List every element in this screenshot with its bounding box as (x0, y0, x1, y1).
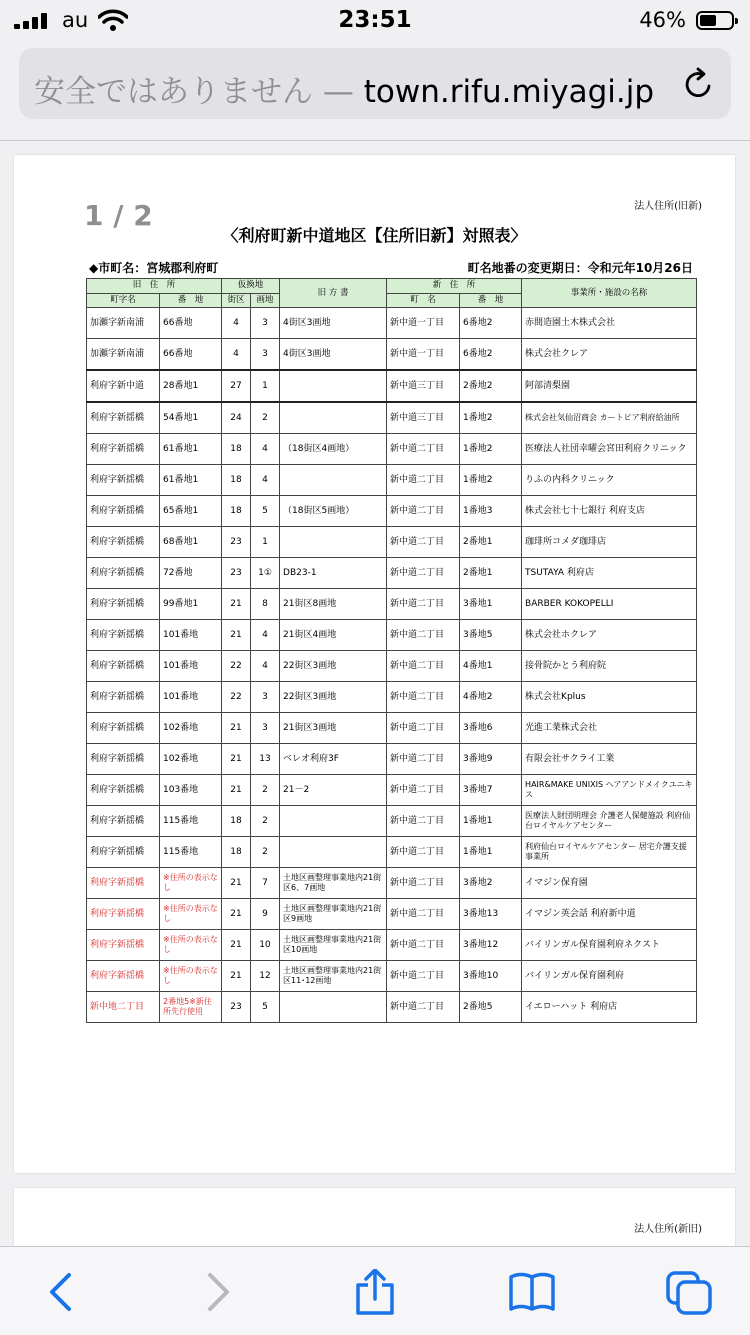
cell-lot: 68番地1 (160, 527, 222, 558)
cell-new-lot: 3番地7 (460, 775, 522, 806)
table-row (87, 837, 697, 868)
cell-plot: 2 (251, 402, 280, 434)
corner-label-page2: 法人住所(新旧) (634, 1224, 702, 1235)
table-row (87, 868, 697, 899)
toolbar-divider (0, 140, 750, 141)
table-row (87, 620, 697, 651)
bottom-toolbar (0, 1246, 750, 1335)
cell-method: ベレオ利府3F (280, 744, 387, 775)
cell-town: 利府字新揺橋 (87, 496, 160, 527)
cell-new-lot: 1番地2 (460, 465, 522, 496)
table-row (87, 713, 697, 744)
cell-name: イマジン英会話 利府新中道 (522, 899, 697, 930)
cell-block: 18 (222, 496, 251, 527)
cell-new-lot: 1番地1 (460, 806, 522, 837)
cell-name: バイリンガル保育園利府 (522, 961, 697, 992)
header-temp-lot: 仮換地 (222, 279, 280, 294)
cell-method: 4街区3画地 (280, 308, 387, 339)
cell-plot: 3 (251, 682, 280, 713)
cell-block: 21 (222, 589, 251, 620)
cell-town: 加瀬字新南浦 (87, 308, 160, 339)
cell-new-lot: 1番地2 (460, 402, 522, 434)
cell-lot: 28番地1 (160, 370, 222, 402)
header-old-method: 旧 方 書 (280, 279, 387, 308)
cell-plot: 8 (251, 589, 280, 620)
cell-new-town: 新中道二丁目 (387, 899, 460, 930)
header-new-town: 町 名 (387, 293, 460, 308)
cell-name: 利府仙台ロイヤルケアセンター 居宅介護支援事業所 (522, 837, 697, 868)
cell-town: 利府字新揺橋 (87, 620, 160, 651)
table-row (87, 589, 697, 620)
cell-block: 21 (222, 775, 251, 806)
cell-town: 利府字新揺橋 (87, 465, 160, 496)
cell-lot: 115番地 (160, 837, 222, 868)
carrier-name: au (62, 8, 89, 32)
corner-label: 法人住所(旧新) (634, 201, 702, 212)
cell-plot: 1 (251, 370, 280, 402)
cell-block: 18 (222, 434, 251, 465)
cell-lot: 115番地 (160, 806, 222, 837)
cell-new-town: 新中道二丁目 (387, 465, 460, 496)
not-secure-label: 安全ではありません — (34, 74, 364, 110)
cell-block: 21 (222, 899, 251, 930)
table-row (87, 465, 697, 496)
table-row (87, 496, 697, 527)
cell-new-town: 新中道二丁目 (387, 837, 460, 868)
change-date-label: 町名地番の変更期日：令和元年10月26日 (467, 261, 693, 275)
cell-new-town: 新中道二丁目 (387, 558, 460, 589)
cell-name: りふの内科クリニック (522, 465, 697, 496)
cell-new-lot: 4番地2 (460, 682, 522, 713)
cell-lot: 2番地5※新住所先行使用 (160, 992, 222, 1023)
cell-plot: 7 (251, 868, 280, 899)
cell-block: 4 (222, 308, 251, 339)
cell-new-lot: 3番地6 (460, 713, 522, 744)
cell-lot: 102番地 (160, 713, 222, 744)
cell-name: 医療法人財団明理会 介護老人保健施設 利府仙台ロイヤルケアセンター (522, 806, 697, 837)
cell-lot: 65番地1 (160, 496, 222, 527)
cell-new-town: 新中道二丁目 (387, 589, 460, 620)
cell-lot: 61番地1 (160, 434, 222, 465)
cell-block: 18 (222, 806, 251, 837)
cell-new-town: 新中道二丁目 (387, 806, 460, 837)
cell-new-town: 新中道二丁目 (387, 744, 460, 775)
table-row (87, 558, 697, 589)
table-row (87, 992, 697, 1023)
cell-new-town: 新中道一丁目 (387, 339, 460, 371)
cell-name: イマジン保育園 (522, 868, 697, 899)
table-body (87, 308, 697, 1023)
url-text (34, 66, 654, 111)
municipality-label: ◆市町名：宮城郡利府町 (89, 261, 219, 275)
bookmarks-icon[interactable] (507, 1269, 557, 1315)
cell-plot: 4 (251, 620, 280, 651)
table-row (87, 775, 697, 806)
header-plot: 画地 (251, 293, 280, 308)
table-row (87, 402, 697, 434)
cell-plot: 2 (251, 837, 280, 868)
cell-method (280, 837, 387, 868)
cell-new-lot: 3番地5 (460, 620, 522, 651)
cell-new-lot: 6番地2 (460, 339, 522, 371)
table-row (87, 744, 697, 775)
cell-town: 利府字新揺橋 (87, 744, 160, 775)
cell-new-town: 新中道二丁目 (387, 868, 460, 899)
cell-new-lot: 1番地2 (460, 434, 522, 465)
cell-block: 18 (222, 465, 251, 496)
cell-plot: 3 (251, 339, 280, 371)
cell-method: （18街区5画地） (280, 496, 387, 527)
cell-method: 21街区4画地 (280, 620, 387, 651)
cell-new-lot: 3番地2 (460, 868, 522, 899)
table-row (87, 527, 697, 558)
cell-new-town: 新中道三丁目 (387, 402, 460, 434)
cell-plot: 2 (251, 806, 280, 837)
cell-lot: ※住所の表示なし (160, 961, 222, 992)
cell-new-town: 新中道二丁目 (387, 775, 460, 806)
cell-name: 阿部清梨園 (522, 370, 697, 402)
cell-method (280, 992, 387, 1023)
cell-new-town: 新中道三丁目 (387, 370, 460, 402)
cell-block: 23 (222, 527, 251, 558)
cell-new-town: 新中道二丁目 (387, 496, 460, 527)
cell-town: 利府字新揺橋 (87, 899, 160, 930)
address-bar[interactable] (19, 48, 731, 119)
cell-method: DB23-1 (280, 558, 387, 589)
cell-plot: 3 (251, 713, 280, 744)
cell-name: 株式会社気仙沼商会 カートピア利府給油所 (522, 402, 697, 434)
cell-method: 21－2 (280, 775, 387, 806)
cell-name: 有限会社サクライ工業 (522, 744, 697, 775)
cell-new-lot: 1番地1 (460, 837, 522, 868)
cell-lot: 72番地 (160, 558, 222, 589)
cell-name: 光進工業株式会社 (522, 713, 697, 744)
cell-new-town: 新中道二丁目 (387, 434, 460, 465)
header-old-address: 旧 住 所 (87, 279, 222, 294)
cell-new-lot: 1番地3 (460, 496, 522, 527)
cell-lot: 101番地 (160, 620, 222, 651)
cell-block: 21 (222, 868, 251, 899)
url-domain: town.rifu.miyagi.jp (363, 74, 655, 110)
cell-lot: 66番地 (160, 339, 222, 371)
cell-lot: 66番地 (160, 308, 222, 339)
cell-plot: 4 (251, 465, 280, 496)
header-town: 町字名 (87, 293, 160, 308)
cell-town: 利府字新揺橋 (87, 713, 160, 744)
cell-method: 土地区画整理事業地内21街区9画地 (280, 899, 387, 930)
cell-new-lot: 6番地2 (460, 308, 522, 339)
cell-name: 赤間造園土木株式会社 (522, 308, 697, 339)
cell-plot: 4 (251, 434, 280, 465)
cell-new-town: 新中道一丁目 (387, 308, 460, 339)
cell-name: 株式会社七十七銀行 利府支店 (522, 496, 697, 527)
battery-icon (696, 11, 734, 30)
cell-town: 利府字新揺橋 (87, 775, 160, 806)
cell-new-lot: 2番地5 (460, 992, 522, 1023)
cell-new-town: 新中道二丁目 (387, 651, 460, 682)
cell-new-lot: 3番地12 (460, 930, 522, 961)
cell-town: 利府字新中道 (87, 370, 160, 402)
cell-lot: 54番地1 (160, 402, 222, 434)
cell-method: 土地区画整理事業地内21街区11･12画地 (280, 961, 387, 992)
table-row (87, 899, 697, 930)
table-row (87, 434, 697, 465)
cell-town: 新中地二丁目 (87, 992, 160, 1023)
table-row (87, 682, 697, 713)
cell-name: 株式会社Kplus (522, 682, 697, 713)
cell-method: 土地区画整理事業地内21街区10画地 (280, 930, 387, 961)
cell-plot: 13 (251, 744, 280, 775)
cell-method: 4街区3画地 (280, 339, 387, 371)
cell-block: 18 (222, 837, 251, 868)
cell-name: TSUTAYA 利府店 (522, 558, 697, 589)
cell-name: 珈琲所コメダ珈琲店 (522, 527, 697, 558)
clock: 23:51 (338, 7, 412, 33)
table-row (87, 370, 697, 402)
cell-block: 21 (222, 713, 251, 744)
cell-method (280, 370, 387, 402)
cell-block: 22 (222, 651, 251, 682)
cell-method (280, 527, 387, 558)
cell-method: 21街区8画地 (280, 589, 387, 620)
cell-block: 21 (222, 961, 251, 992)
table-row (87, 339, 697, 371)
cell-name: 医療法人社団幸曜会宮田利府クリニック (522, 434, 697, 465)
cell-lot: 101番地 (160, 651, 222, 682)
cell-town: 利府字新揺橋 (87, 806, 160, 837)
cell-plot: 4 (251, 651, 280, 682)
cell-new-town: 新中道二丁目 (387, 713, 460, 744)
header-block: 街区 (222, 293, 251, 308)
table-row (87, 651, 697, 682)
cell-town: 利府字新揺橋 (87, 961, 160, 992)
cell-new-lot: 2番地2 (460, 370, 522, 402)
cell-new-town: 新中道二丁目 (387, 961, 460, 992)
cell-town: 利府字新揺橋 (87, 837, 160, 868)
cell-lot: 99番地1 (160, 589, 222, 620)
cell-block: 23 (222, 992, 251, 1023)
header-business: 事業所・施設の名称 (522, 279, 697, 308)
cell-new-town: 新中道二丁目 (387, 620, 460, 651)
cell-block: 4 (222, 339, 251, 371)
cell-plot: 2 (251, 775, 280, 806)
document-title: 〈利府町新中道地区【住所旧新】対照表〉 (222, 226, 527, 245)
cell-name: 接骨院かとう利府院 (522, 651, 697, 682)
table-row (87, 308, 697, 339)
cell-new-lot: 3番地13 (460, 899, 522, 930)
pdf-page-1[interactable] (14, 155, 735, 1173)
cell-method (280, 806, 387, 837)
forward-icon[interactable] (193, 1269, 243, 1315)
header-new-address: 新 住 所 (387, 279, 522, 294)
cell-lot: ※住所の表示なし (160, 930, 222, 961)
cell-lot: 102番地 (160, 744, 222, 775)
address-table (86, 278, 697, 1023)
cell-plot: 5 (251, 496, 280, 527)
cell-new-lot: 2番地1 (460, 558, 522, 589)
cell-town: 利府字新揺橋 (87, 930, 160, 961)
cell-block: 21 (222, 930, 251, 961)
cell-name: バイリンガル保育園利府ネクスト (522, 930, 697, 961)
cell-plot: 3 (251, 308, 280, 339)
tabs-icon[interactable] (664, 1269, 714, 1315)
cell-town: 利府字新揺橋 (87, 589, 160, 620)
cell-new-lot: 4番地1 (460, 651, 522, 682)
cell-method: 21街区3画地 (280, 713, 387, 744)
cell-block: 22 (222, 682, 251, 713)
table-row (87, 806, 697, 837)
cell-method (280, 465, 387, 496)
cell-method: （18街区4画地） (280, 434, 387, 465)
cell-method: 22街区3画地 (280, 682, 387, 713)
cell-town: 加瀬字新南浦 (87, 339, 160, 371)
cell-lot: 103番地 (160, 775, 222, 806)
cell-town: 利府字新揺橋 (87, 651, 160, 682)
cell-new-lot: 2番地1 (460, 527, 522, 558)
share-icon[interactable] (350, 1269, 400, 1315)
table-row (87, 930, 697, 961)
cell-method: 22街区3画地 (280, 651, 387, 682)
reload-icon[interactable] (679, 65, 717, 103)
cell-name: BARBER KOKOPELLI (522, 589, 697, 620)
cell-block: 21 (222, 744, 251, 775)
cell-new-town: 新中道二丁目 (387, 527, 460, 558)
cell-town: 利府字新揺橋 (87, 527, 160, 558)
cell-plot: 10 (251, 930, 280, 961)
cell-lot: ※住所の表示なし (160, 868, 222, 899)
cell-plot: 1 (251, 527, 280, 558)
cell-lot: 101番地 (160, 682, 222, 713)
cell-block: 24 (222, 402, 251, 434)
cell-town: 利府字新揺橋 (87, 558, 160, 589)
cell-plot: 1① (251, 558, 280, 589)
cell-name: 株式会社クレア (522, 339, 697, 371)
cell-lot: ※住所の表示なし (160, 899, 222, 930)
cell-town: 利府字新揺橋 (87, 434, 160, 465)
cell-new-town: 新中道二丁目 (387, 682, 460, 713)
cell-lot: 61番地1 (160, 465, 222, 496)
back-icon[interactable] (36, 1269, 86, 1315)
cell-new-town: 新中道二丁目 (387, 992, 460, 1023)
cell-block: 23 (222, 558, 251, 589)
cell-name: イエローハット 利府店 (522, 992, 697, 1023)
cell-name: HAIR&MAKE UNIXIS ヘアアンドメイクユニキス (522, 775, 697, 806)
cell-new-town: 新中道二丁目 (387, 930, 460, 961)
status-bar (0, 0, 750, 44)
cell-block: 27 (222, 370, 251, 402)
header-lot: 番 地 (160, 293, 222, 308)
cell-method: 土地区画整理事業地内21街区6、7画地 (280, 868, 387, 899)
cell-new-lot: 3番地9 (460, 744, 522, 775)
cell-plot: 9 (251, 899, 280, 930)
cell-name: 株式会社ホクレア (522, 620, 697, 651)
cell-new-lot: 3番地1 (460, 589, 522, 620)
page-indicator: 1 / 2 (84, 199, 153, 232)
header-new-lot: 番 地 (460, 293, 522, 308)
cell-plot: 5 (251, 992, 280, 1023)
cell-plot: 12 (251, 961, 280, 992)
cell-method (280, 402, 387, 434)
battery-percentage: 46% (639, 8, 686, 32)
cell-new-lot: 3番地10 (460, 961, 522, 992)
cell-town: 利府字新揺橋 (87, 682, 160, 713)
cell-town: 利府字新揺橋 (87, 868, 160, 899)
cell-town: 利府字新揺橋 (87, 402, 160, 434)
cell-block: 21 (222, 620, 251, 651)
table-row (87, 961, 697, 992)
